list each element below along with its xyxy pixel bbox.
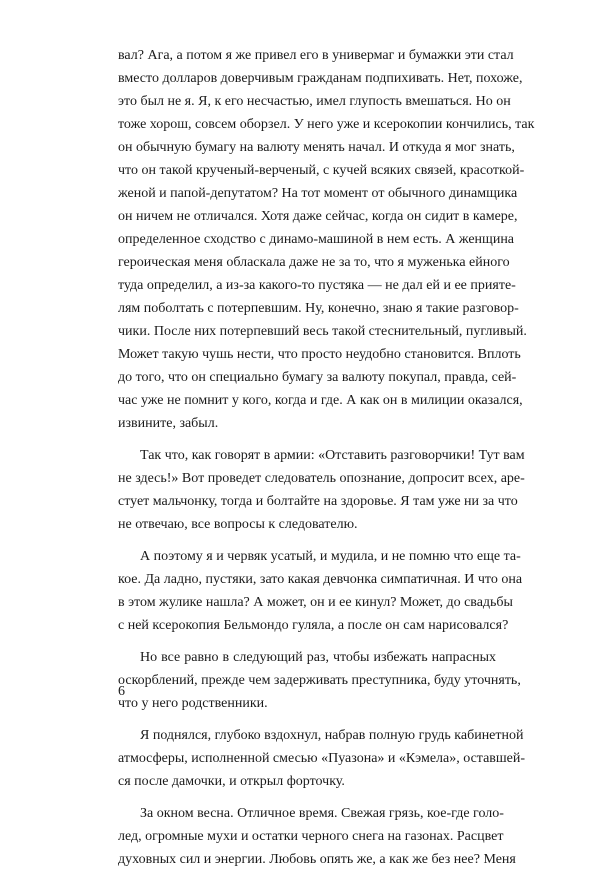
text-line: час уже не помнит у кого, когда и где. А как он в милиции оказался, [118,393,523,408]
paragraph [118,646,521,715]
paragraph [118,444,525,536]
text-line: определенное сходство с динамо-машиной в нем есть. А женщина [118,232,515,247]
text-line: героическая меня обласкала даже не за то, что я муженька ейного [118,255,510,270]
paragraph [118,724,526,793]
text-line: ся после дамочки, и открыл форточку. [118,774,345,789]
text-line: женой и папой-депутатом? На тот момент от обычного динамщика [118,186,518,201]
text-line: извините, забыл. [118,416,219,431]
text-line: не здесь!» Вот проведет следователь опознание, допросит всех, аре- [118,471,525,486]
text-line: стует мальчонку, тогда и болтайте на здоровье. Я там уже ни за что [118,494,518,509]
text-line: оскорблений, прежде чем задерживать преступника, буду уточнять, [118,673,521,688]
text-line: до того, что он специально бумагу за валюту покупал, правда, сей- [118,370,517,385]
text-line: духовных сил и энергии. Любовь опять же, а как же без нее? Меня [118,852,516,867]
text-line: За окном весна. Отличное время. Свежая грязь, кое-где голо- [140,806,504,821]
body-text [118,44,535,871]
text-line: Но все равно в следующий раз, чтобы избежать напрасных [140,650,496,665]
text-line: лед, огромные мухи и остатки черного снега на газонах. Расцвет [118,829,504,844]
paragraph [118,545,523,637]
text-line: он обычную бумагу на валюту менять начал. И откуда я мог знать, [118,140,515,155]
text-line: чики. После них потерпевший весь такой стеснительный, пугливый. [118,324,527,339]
text-line: кое. Да ладно, пустяки, зато какая девчонка симпатичная. И что она [118,572,523,587]
page-number: 6 [118,684,125,699]
paragraph [118,802,516,871]
text-line: А поэтому я и червяк усатый, и мудила, и не помню что еще та- [140,549,521,564]
text-line: с ней ксерокопия Бельмондо гуляла, а после он сам нарисовался? [118,618,509,633]
text-line: атмосферы, исполненной смесью «Пуазона» и «Кэмела», оставшей- [118,751,526,766]
text-line: Я поднялся, глубоко вздохнул, набрав полную грудь кабинетной [140,728,524,743]
text-line: лям поболтать с потерпевшим. Ну, конечно, знаю я такие разговор- [118,301,519,316]
text-line: Так что, как говорят в армии: «Отставить разговорчики! Тут вам [140,448,525,463]
text-line: это был не я. Я, к его несчастью, имел глупость вмешаться. Но он [118,94,511,109]
text-line: не отвечаю, все вопросы к следователю. [118,517,358,532]
text-line: вал? Ага, а потом я же привел его в универмаг и бумажки эти стал [118,48,514,63]
paragraph [118,44,535,435]
text-line: вместо долларов доверчивым гражданам подпихивать. Нет, похоже, [118,71,523,86]
text-line: он ничем не отличался. Хотя даже сейчас, когда он сидит в камере, [118,209,518,224]
text-line: в этом жулике нашла? А может, он и ее кинул? Может, до свадьбы [118,595,513,610]
text-line: что у него родственники. [118,696,268,711]
text-line: Может такую чушь нести, что просто неудобно становится. Вплоть [118,347,521,362]
text-line: туда определил, а из-за какого-то пустяка — не дал ей и ее прияте- [118,278,516,293]
text-line: что он такой крученый-верченый, с кучей всяких связей, красоткой- [118,163,525,178]
text-line: тоже хорош, совсем оборзел. У него уже и ксерокопии кончились, так [118,117,535,132]
